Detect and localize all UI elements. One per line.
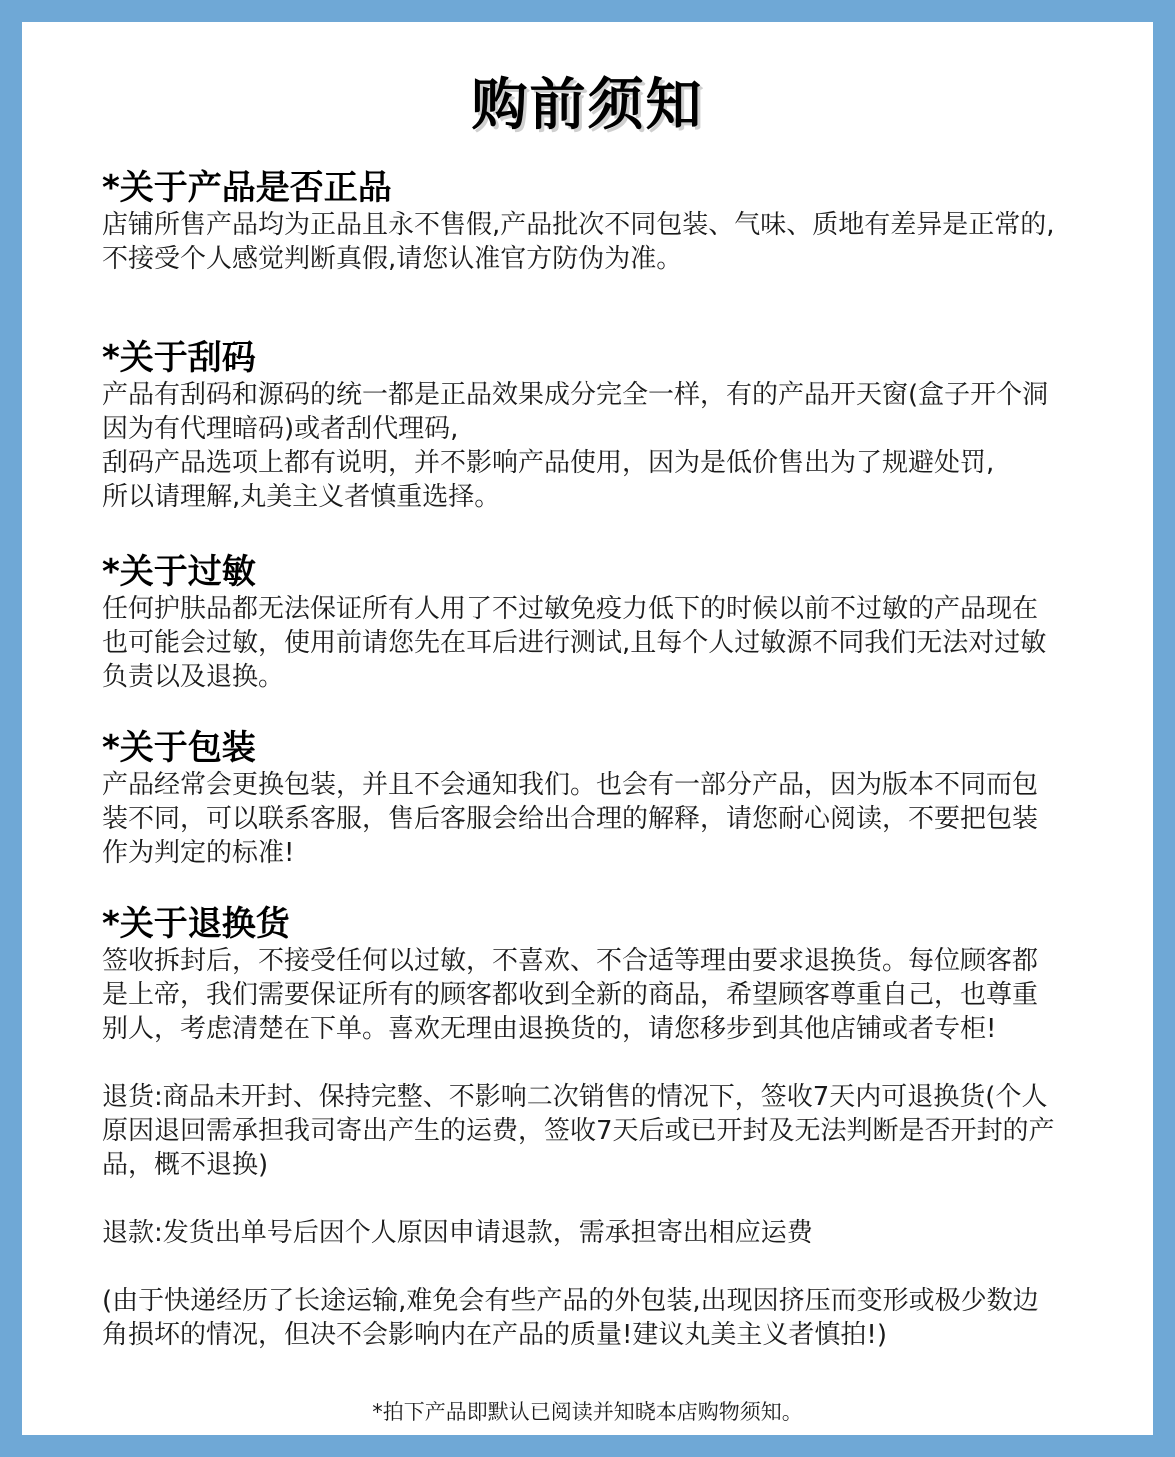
section-heading: *关于刮码 (102, 338, 256, 378)
section-line: 负责以及退换。 (102, 662, 285, 692)
refund-policy (102, 1216, 1162, 1250)
section-heading: *关于包装 (102, 728, 256, 768)
policy-line: 退货:商品未开封、保持完整、不影响二次销售的情况下，签收7天内可退换货(个人 (102, 1082, 1048, 1112)
section-line: 任何护肤品都无法保证所有人用了不过敏免疫力低下的时候以前不过敏的产品现在 (102, 594, 1039, 624)
section-line: 店铺所售产品均为正品且永不售假,产品批次不同包装、气味、质地有差异是正常的, (102, 210, 1055, 240)
section-scratch-code (102, 338, 1162, 514)
section-heading: *关于退换货 (102, 904, 290, 944)
note-line: (由于快递经历了长途运输,难免会有些产品的外包装,出现因挤压而变形或极少数边 (102, 1286, 1039, 1316)
return-policy (102, 1080, 1162, 1182)
section-line: 作为判定的标准! (102, 838, 295, 868)
section-returns (102, 904, 1162, 1046)
section-line: 别人，考虑清楚在下单。喜欢无理由退换货的，请您移步到其他店铺或者专柜! (102, 1014, 997, 1044)
policy-line: 原因退回需承担我司寄出产生的运费，签收7天后或已开封及无法判断是否开封的产 (102, 1116, 1055, 1146)
section-line: 不接受个人感觉判断真假,请您认准官方防伪为准。 (102, 244, 683, 274)
section-authenticity (102, 168, 1162, 276)
policy-line: 品，概不退换) (102, 1150, 269, 1180)
page-title: 购前须知 (471, 73, 704, 138)
note-line: 角损坏的情况，但决不会影响内在产品的质量!建议丸美主义者慎拍!) (102, 1320, 887, 1350)
section-heading: *关于产品是否正品 (102, 168, 392, 208)
section-line: 产品有刮码和源码的统一都是正品效果成分完全一样，有的产品开天窗(盒子开个洞 (102, 380, 1049, 410)
section-line: 也可能会过敏，使用前请您先在耳后进行测试,且每个人过敏源不同我们无法对过敏 (102, 628, 1047, 658)
section-heading: *关于过敏 (102, 552, 256, 592)
notice-content (102, 168, 1162, 1352)
section-line: 所以请理解,丸美主义者慎重选择。 (102, 482, 501, 512)
section-line: 签收拆封后，不接受任何以过敏，不喜欢、不合适等理由要求退换货。每位顾客都 (102, 946, 1039, 976)
shipping-note (102, 1284, 1162, 1352)
section-line: 刮码产品选项上都有说明，并不影响产品使用，因为是低价售出为了规避处罚, (102, 448, 995, 478)
section-allergy (102, 552, 1162, 694)
section-packaging (102, 728, 1162, 870)
section-line: 产品经常会更换包装，并且不会通知我们。也会有一部分产品，因为版本不同而包 (102, 770, 1039, 800)
section-line: 装不同，可以联系客服，售后客服会给出合理的解释，请您耐心阅读，不要把包装 (102, 804, 1039, 834)
footer-notice: *拍下产品即默认已阅读并知晓本店购物须知。 (372, 1400, 803, 1424)
section-line: 是上帝，我们需要保证所有的顾客都收到全新的商品，希望顾客尊重自己，也尊重 (102, 980, 1039, 1010)
section-line: 因为有代理暗码)或者刮代理码, (102, 414, 459, 444)
policy-line: 退款:发货出单号后因个人原因申请退款，需承担寄出相应运费 (102, 1218, 813, 1248)
